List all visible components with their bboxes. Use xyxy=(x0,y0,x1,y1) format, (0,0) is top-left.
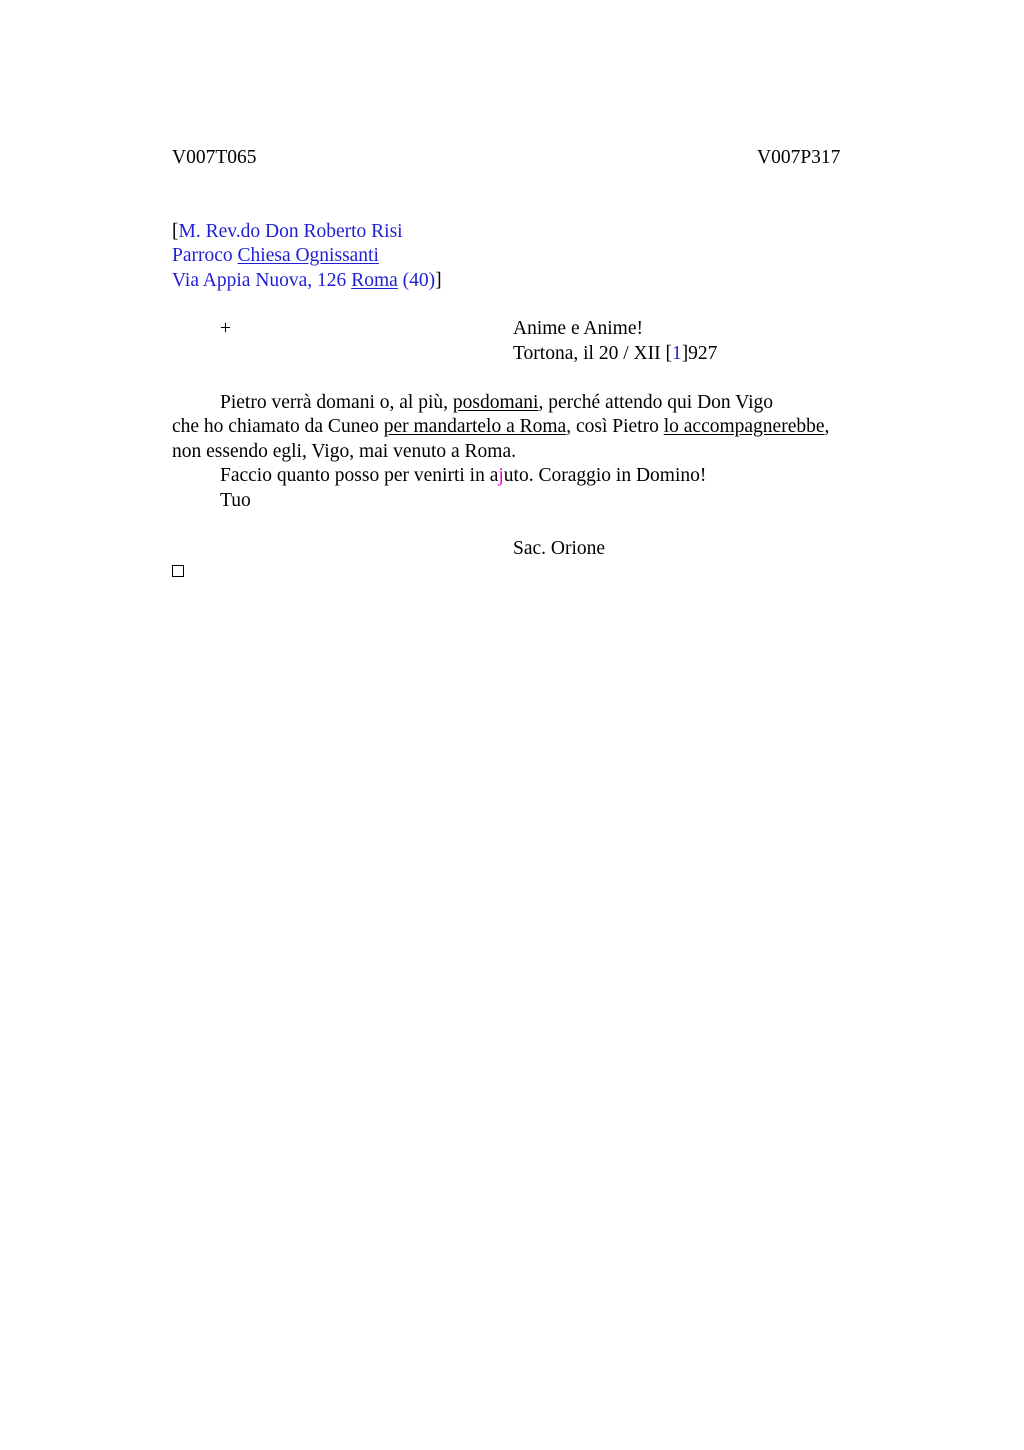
text-fragment: uto. Coraggio in Domino! xyxy=(503,465,707,486)
underlined-text: per mandartelo a Roma xyxy=(383,416,567,437)
recipient-church: Chiesa Ognissanti xyxy=(237,245,379,266)
text-fragment: , xyxy=(824,416,830,437)
paragraph-2 xyxy=(220,464,706,488)
highlighted-letter: j xyxy=(498,465,504,486)
text-fragment: Faccio quanto posso per venirti in a xyxy=(220,465,499,486)
header-left-code: V007T065 xyxy=(172,147,257,168)
cross-symbol: + xyxy=(220,318,231,339)
address-line-2 xyxy=(172,244,379,268)
recipient-name: M. Rev.do Don Roberto Risi xyxy=(178,221,403,242)
bracket-close: ] xyxy=(435,270,442,291)
signature: Sac. Orione xyxy=(513,538,606,559)
address-line-1 xyxy=(172,220,403,244)
address-line-3 xyxy=(172,269,442,293)
underlined-text: lo accompagnerebbe xyxy=(663,416,825,437)
closing-word: Tuo xyxy=(220,490,251,511)
postal-code: (40) xyxy=(397,270,436,291)
underlined-text: posdomani xyxy=(452,392,539,413)
paragraph-1-line-2 xyxy=(172,415,829,439)
date-part-b: 1 xyxy=(671,343,682,364)
end-of-document-box-icon xyxy=(172,565,184,577)
bracket-open: [ xyxy=(172,221,179,242)
text-fragment: , così Pietro xyxy=(566,416,664,437)
text-fragment: Pietro verrà domani o, al più, xyxy=(220,392,453,413)
place-date xyxy=(513,342,717,366)
recipient-role: Parroco xyxy=(172,245,238,266)
date-part-c: ]927 xyxy=(681,343,718,364)
text-fragment: , perché attendo qui Don Vigo xyxy=(538,392,774,413)
motto: Anime e Anime! xyxy=(513,318,643,339)
city-name: Roma xyxy=(351,270,398,291)
text-fragment: che ho chiamato da Cuneo xyxy=(172,416,384,437)
header-right-code: V007P317 xyxy=(757,147,841,168)
street-address: Via Appia Nuova, 126 xyxy=(172,270,352,291)
date-part-a: Tortona, il 20 / XII [ xyxy=(513,343,672,364)
paragraph-1-line-1 xyxy=(220,391,773,415)
paragraph-1-line-3: non essendo egli, Vigo, mai venuto a Roma. xyxy=(172,441,517,462)
